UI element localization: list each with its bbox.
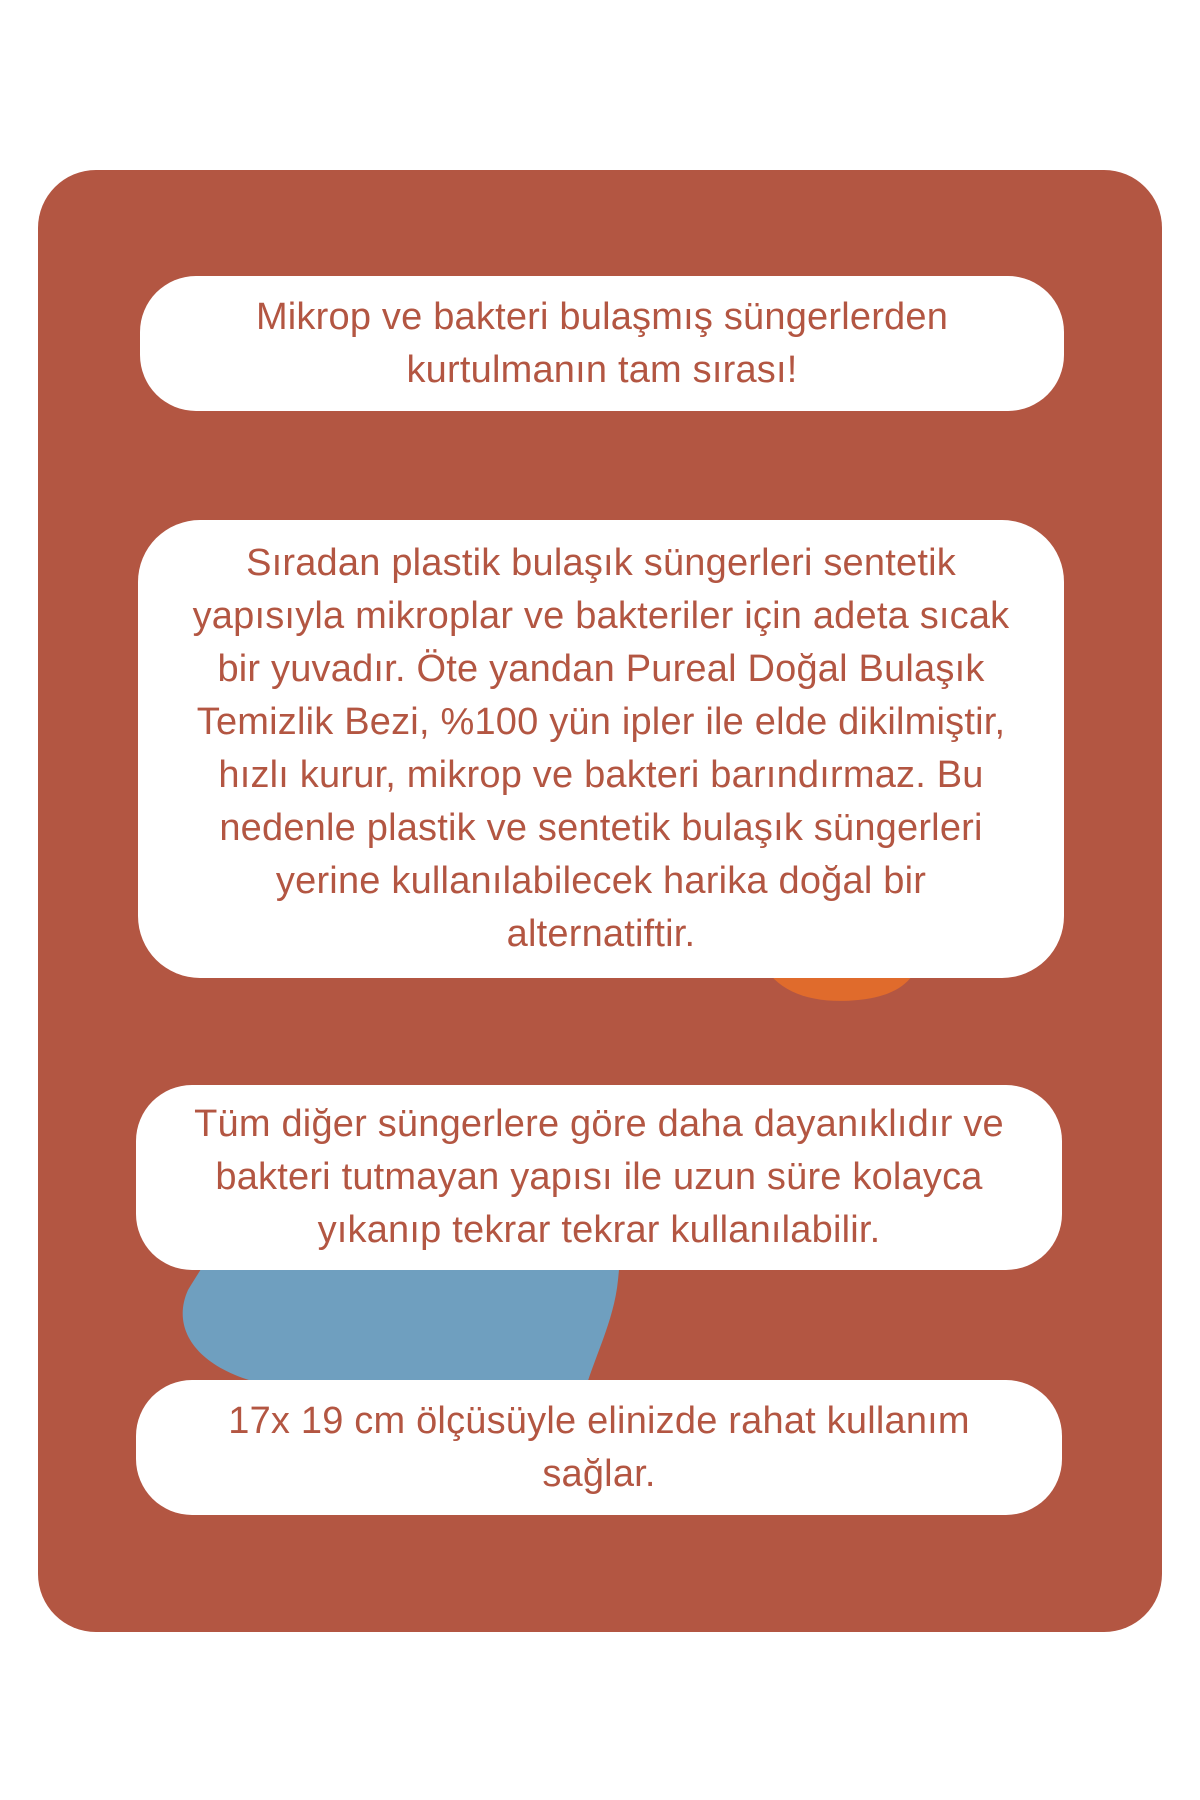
durability-card <box>136 1085 1062 1270</box>
size-card <box>136 1380 1062 1515</box>
size-text: 17x 19 cm ölçüsüyle elinizde rahat kullanım sağlar. <box>228 1399 970 1495</box>
headline-text: Mikrop ve bakteri bulaşmış süngerlerden kurtulmanın tam sırası! <box>255 295 949 391</box>
durability-text: Tüm diğer süngerlere göre daha dayanıklıdır ve bakteri tutmayan yapısı ile uzun süre kolayca yıkanıp tekrar tekrar kullanılabilir. <box>194 1103 1004 1251</box>
headline-card <box>140 276 1064 411</box>
comparison-text: Sıradan plastik bulaşık süngerleri sentetik yapısıyla mikroplar ve bakteriler için adeta sıcak bir yuvadır. Öte yandan Pureal Doğal Bulaşık Temizlik Bezi, %100 yün ipler ile elde dikilmiştir, hızlı kurur, mikrop ve bakteri barındırmaz. Bu nedenle plastik ve sentetik bulaşık süngerleri yerine kullanılabilecek harika doğal bir alternatiftir. <box>192 542 1010 955</box>
info-panel <box>38 170 1162 1632</box>
comparison-card <box>138 520 1064 978</box>
